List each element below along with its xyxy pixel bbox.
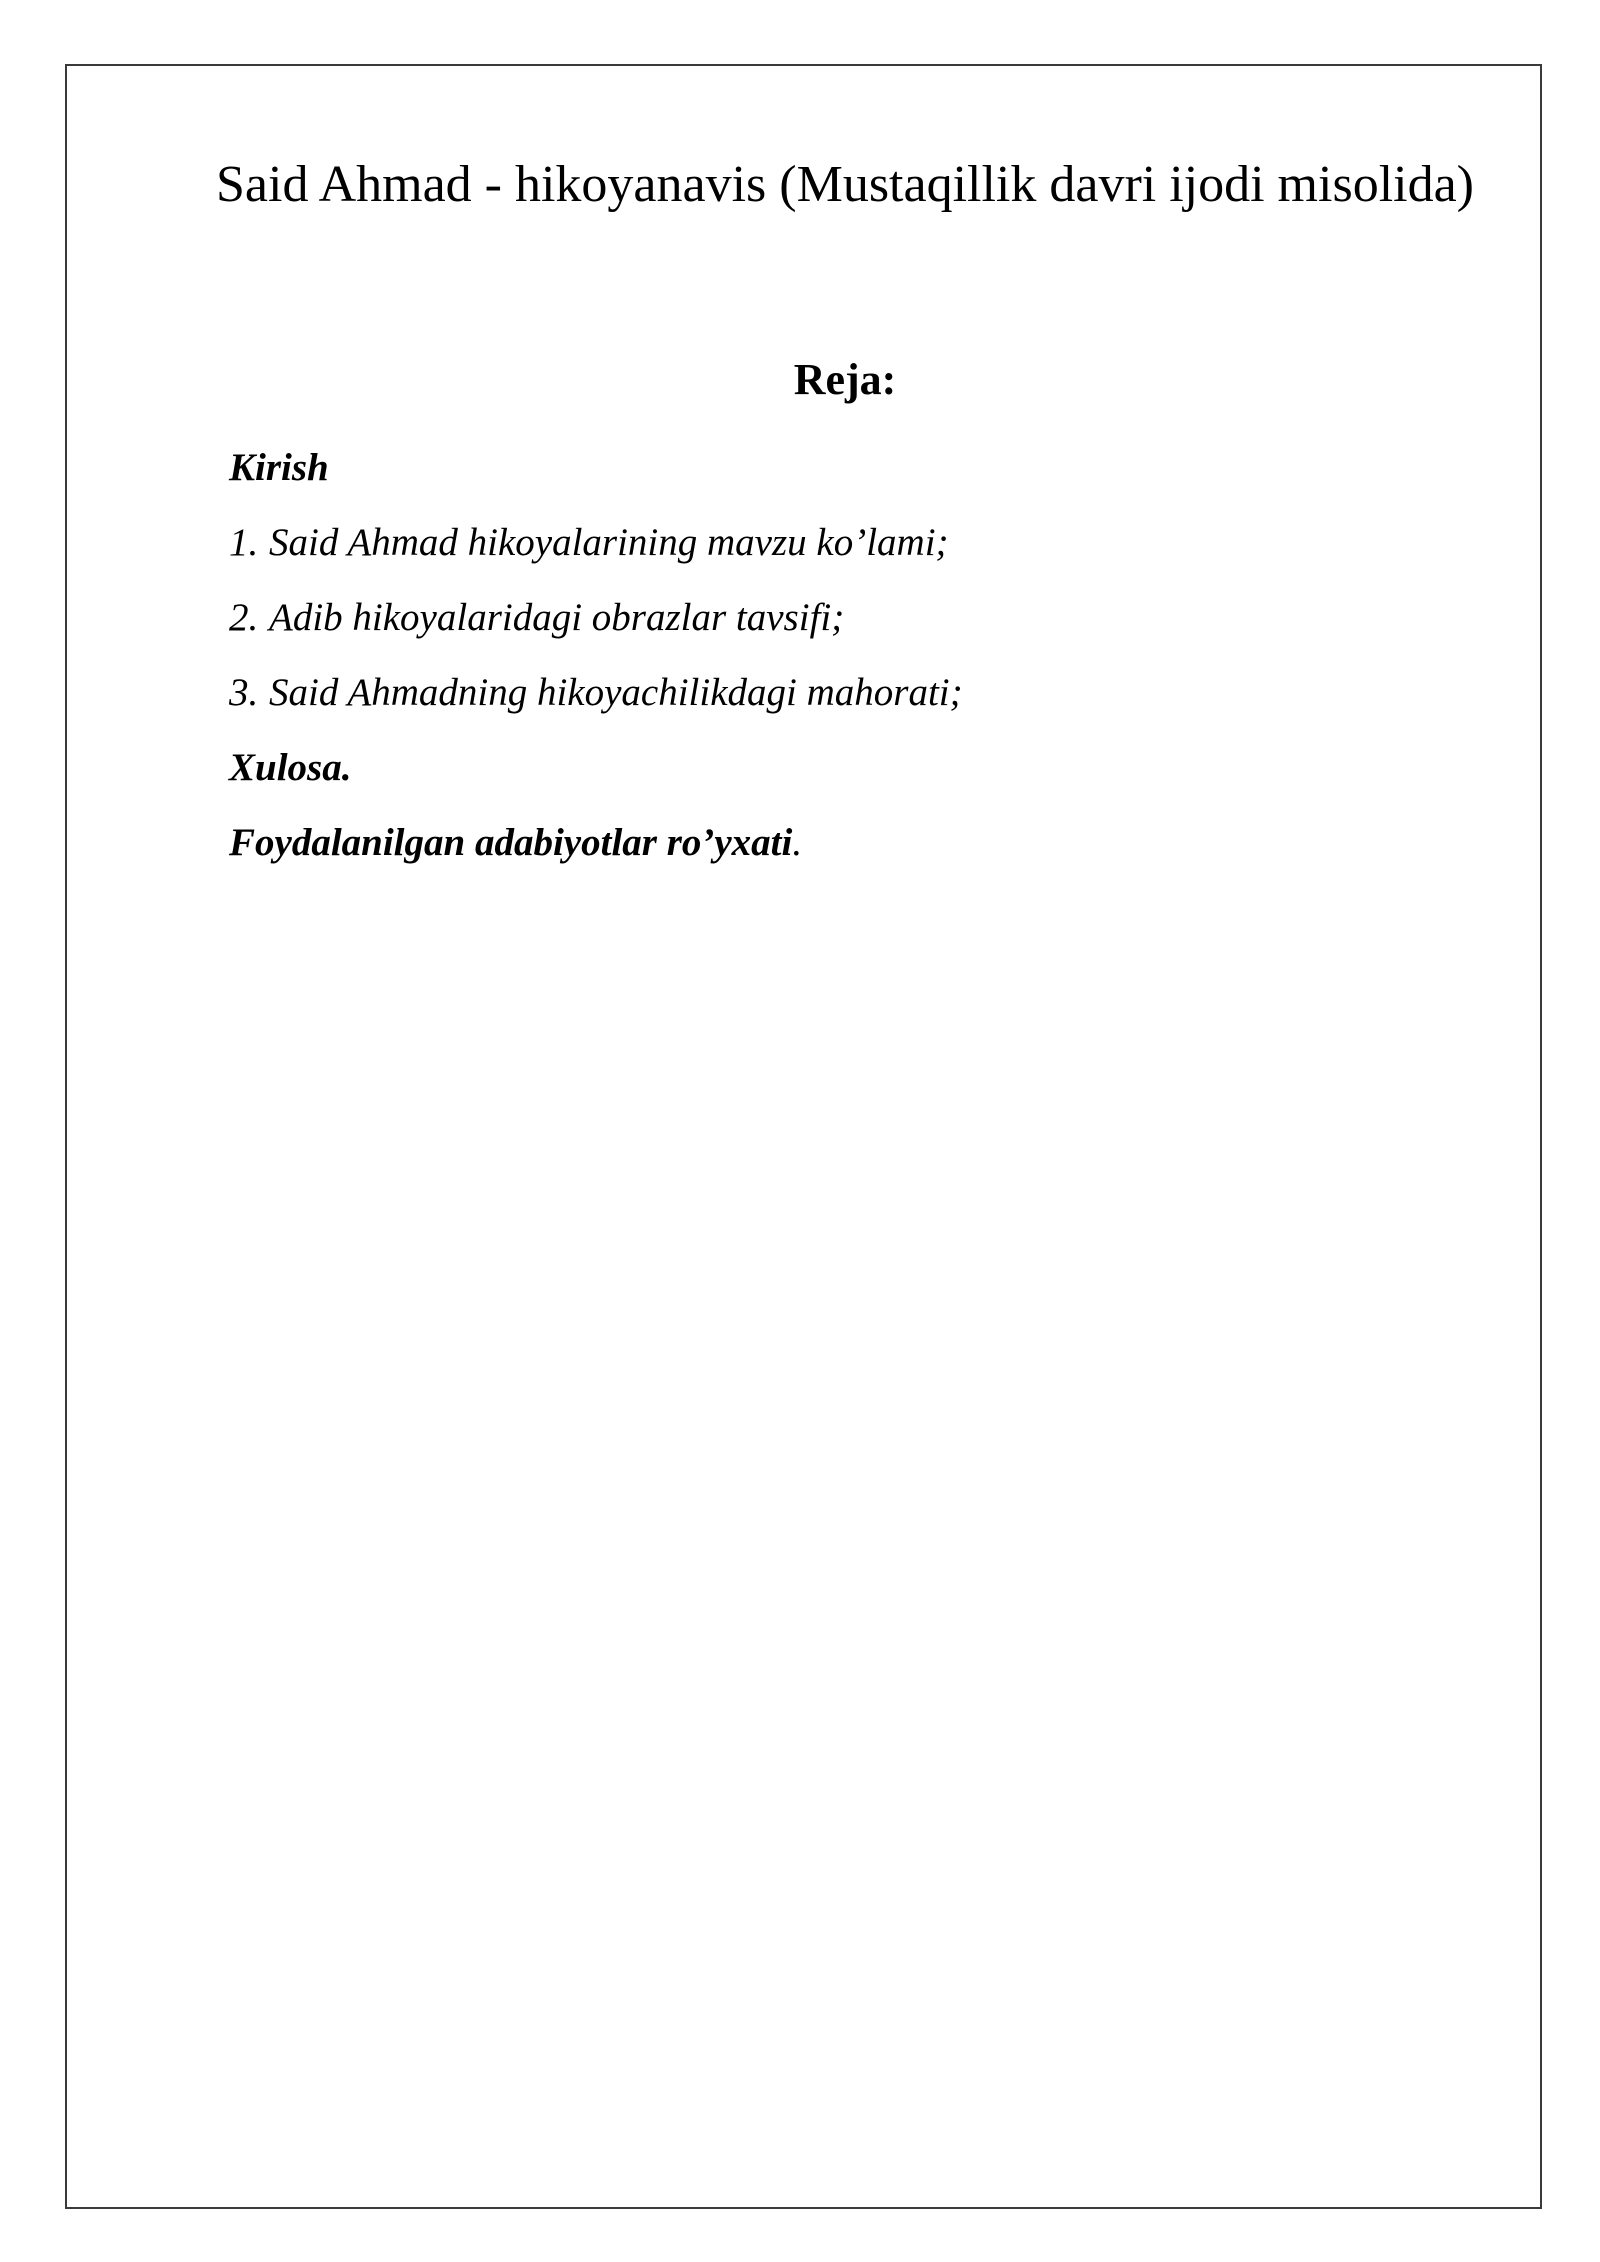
plan-item-2 <box>229 580 963 655</box>
plan-item-references <box>229 805 963 880</box>
plan-item-text: Said Ahmadning hikoyachilikdagi mahorati; <box>269 671 963 714</box>
plan-item-number: 2. <box>229 596 259 639</box>
plan-item-3 <box>229 655 963 730</box>
plan-list <box>229 430 963 880</box>
plan-item-conclusion <box>229 730 963 805</box>
plan-item-trailing-period: . <box>792 821 803 864</box>
plan-item-text: Foydalanilgan adabiyotlar ro’yxati <box>229 821 793 864</box>
plan-item-number: 3. <box>229 671 259 714</box>
plan-item-text: Xulosa. <box>229 746 352 789</box>
plan-item-text: Kirish <box>229 446 329 489</box>
plan-item-1 <box>229 505 963 580</box>
plan-item-number: 1. <box>229 521 259 564</box>
plan-heading: Reja: <box>793 355 897 404</box>
document-title: Said Ahmad - hikoyanavis (Mustaqillik davri ijodi misolida) <box>216 156 1474 213</box>
plan-item-text: Adib hikoyalaridagi obrazlar tavsifi; <box>269 596 845 639</box>
plan-item-intro <box>229 430 963 505</box>
plan-item-text: Said Ahmad hikoyalarining mavzu ko’lami; <box>269 521 949 564</box>
